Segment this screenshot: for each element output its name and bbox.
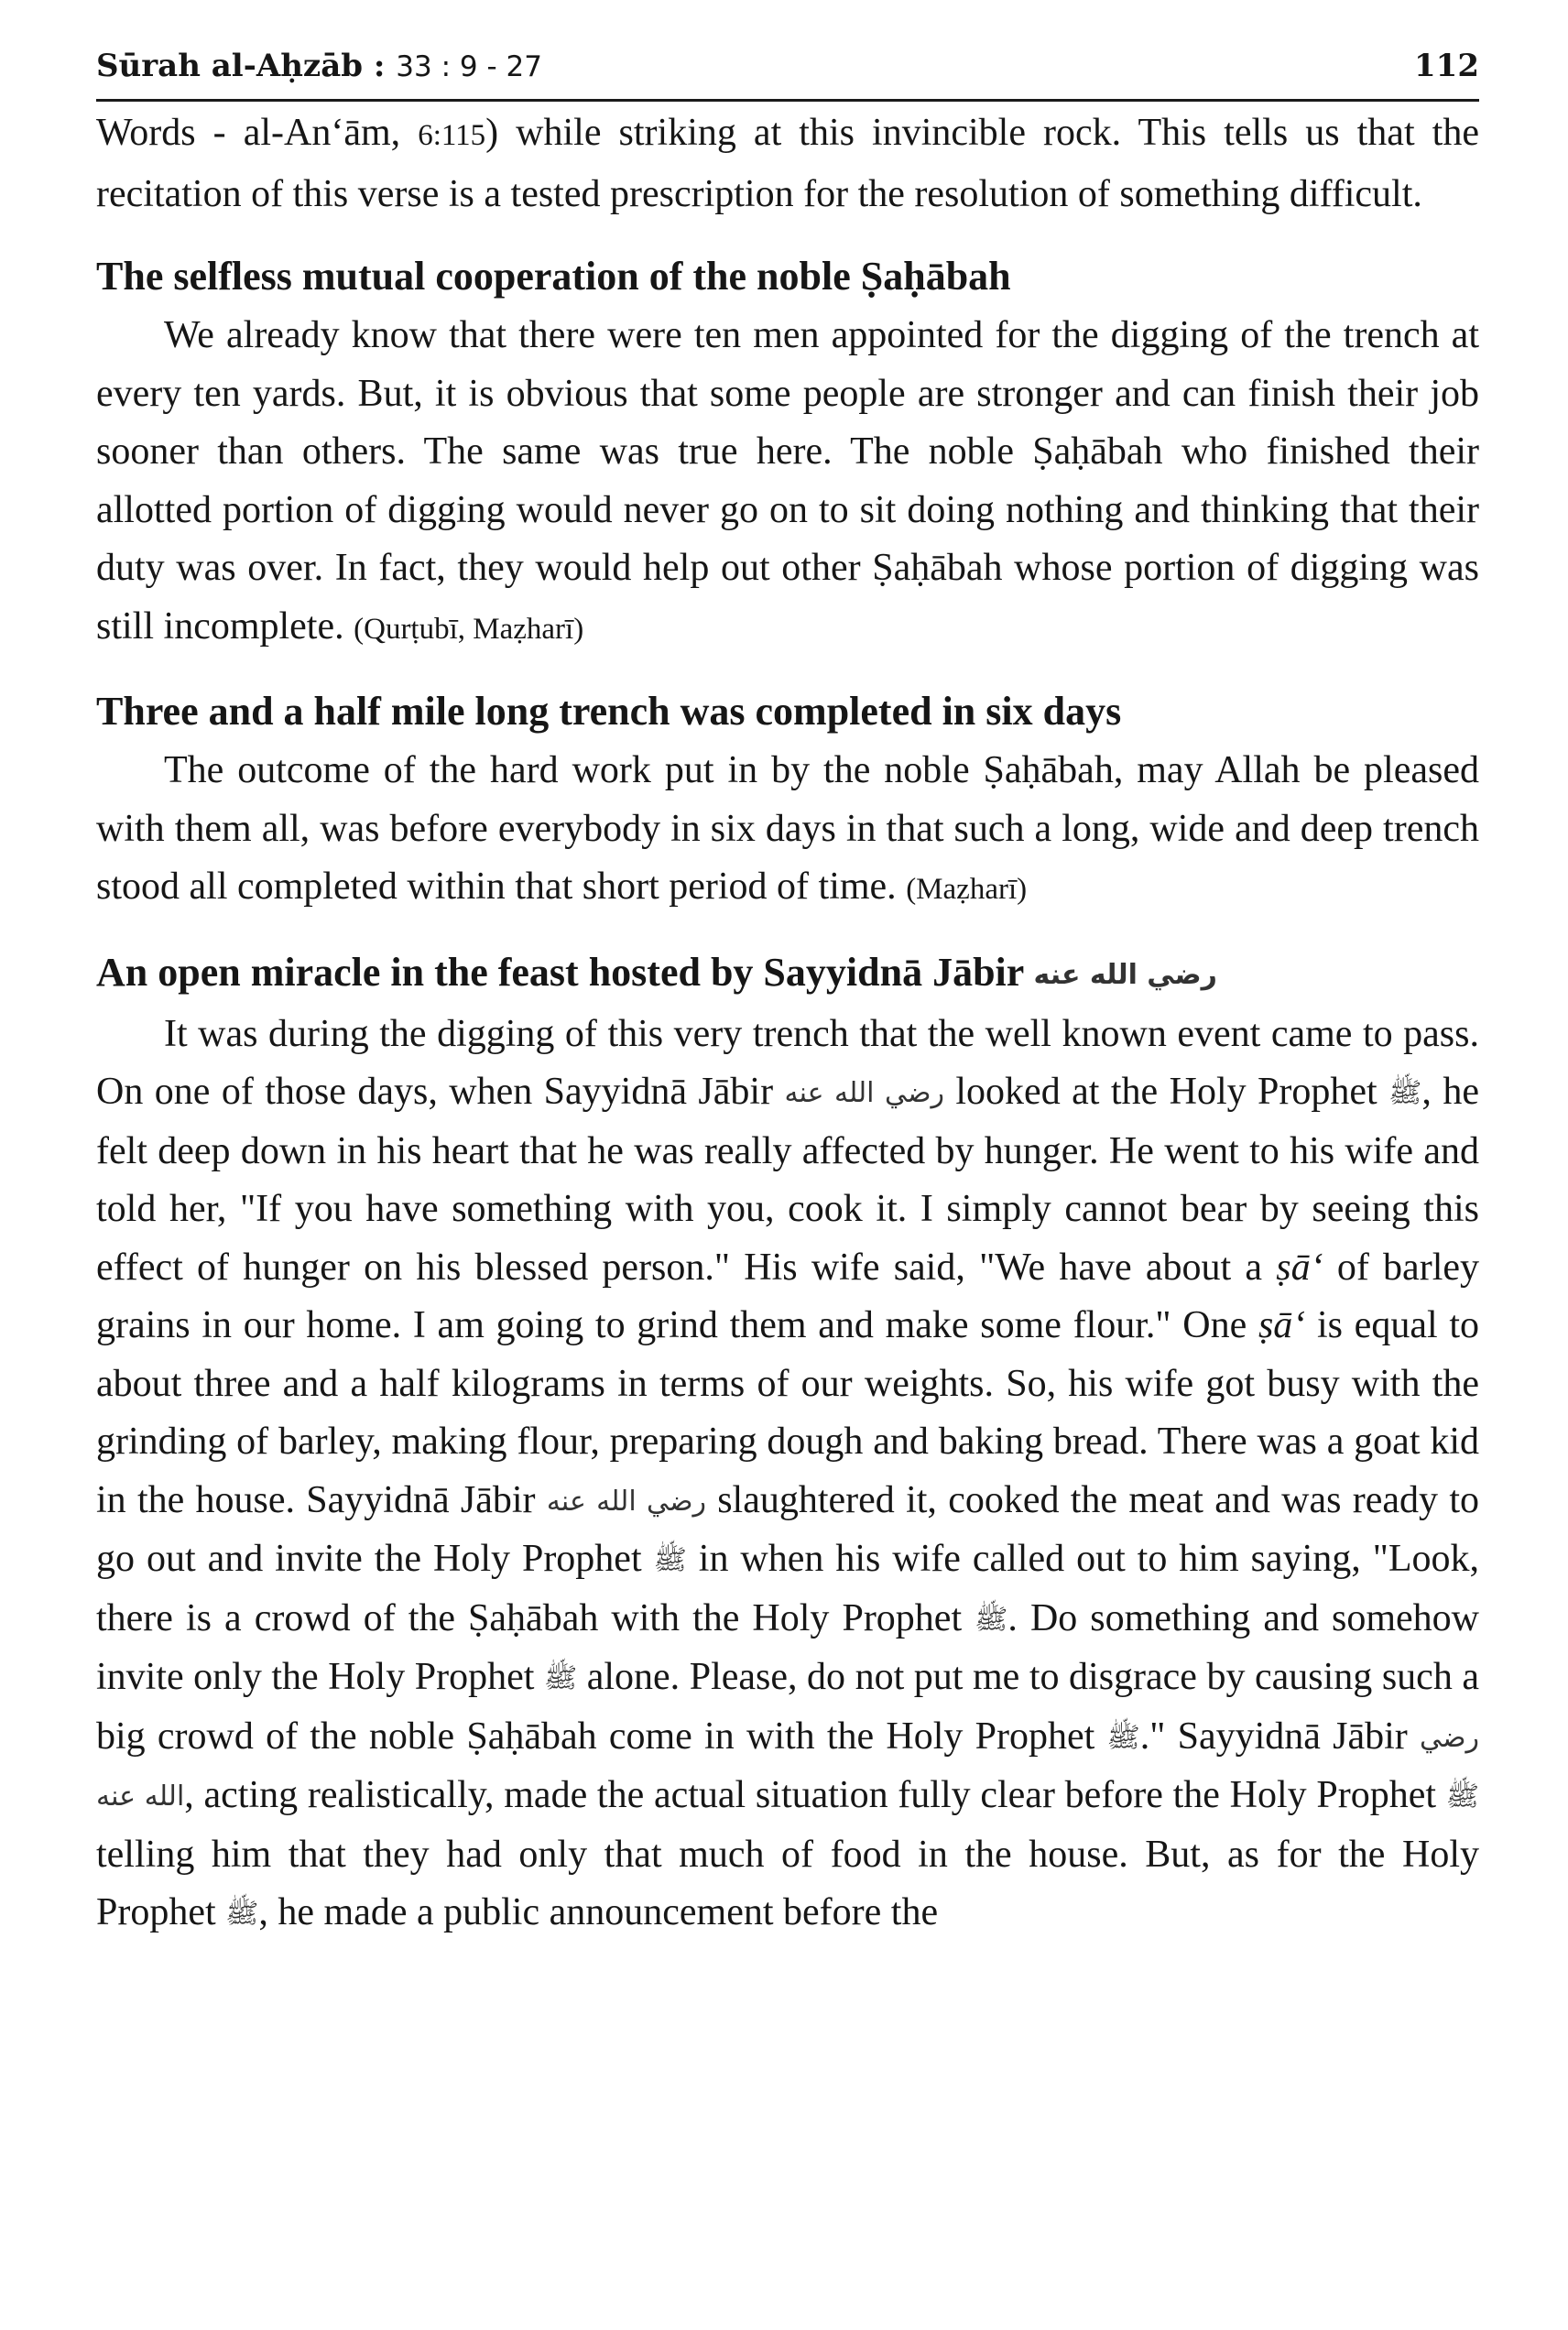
- paragraph-continued: Words - al-An‘ām, 6:115) while striking at this invincible rock. This tells us that the recitation of this verse is a tested prescription for the resolution of something difficult.: [96, 112, 1479, 215]
- page-number: 112: [1414, 48, 1479, 84]
- running-header: [96, 48, 1479, 101]
- paragraph-miracle: It was during the digging of this very trench that the well known event came to pass. On one of those days, when Sayyidnā Jābir رضي الله عنه looked at the Holy Prophet ﷺ, he felt deep down in his heart that he was really affected by hunger. He went to his wife and told her, "If you have something with you, cook it. I simply cannot bear by seeing this effect of hunger on his blessed person." His wife said, "We have about a ṣā‘ of barley grains in our home. I am going to grind them and make some flour." One ṣā‘ is equal to about three and a half kilograms in terms of our weights. So, his wife got busy with the grinding of barley, making flour, preparing dough and baking bread. There was a goat kid in the house. Sayyidnā Jābir رضي الله عنه slaughtered it, cooked the meat and was ready to go out and invite the Holy Prophet ﷺ in when his wife called out to him saying, "Look, there is a crowd of the Ṣaḥābah with the Holy Prophet ﷺ. Do something and somehow invite only the Holy Prophet ﷺ alone. Please, do not put me to disgrace by causing such a big crowd of the noble Ṣaḥābah come in with the Holy Prophet ﷺ." Sayyidnā Jābir رضي الله عنه, acting realistically, made the actual situation fully clear before the Holy Prophet ﷺ telling him that they had only that much of food in the house. But, as for the Holy Prophet ﷺ, he made a public announcement before the: [96, 1012, 1479, 1933]
- radiallahu-anhu-icon: رضي الله عنه: [96, 1721, 1479, 1813]
- sallallahu-icon: ﷺ: [225, 1898, 259, 1930]
- document-page: [96, 48, 1479, 1943]
- radiallahu-anhu-icon: رضي الله عنه: [546, 1485, 706, 1518]
- sallallahu-icon: ﷺ: [1445, 1780, 1479, 1813]
- paragraph-cooperation: We already know that there were ten men appointed for the digging of the trench at every ten yards. But, it is obvious that some people are stronger and can finish their job sooner than others. The same was true here. The noble Ṣaḥābah who finished their allotted portion of digging would never go on to sit doing nothing and thinking that their duty was over. In fact, they would help out other Ṣaḥābah whose portion of digging was still incomplete. (Qurṭubī, Maẓharī): [96, 314, 1479, 648]
- page-body: [96, 104, 1479, 1943]
- sallallahu-icon: ﷺ: [653, 1544, 687, 1576]
- sallallahu-icon: ﷺ: [1106, 1721, 1140, 1754]
- verse-reference: 33 : 9 - 27: [396, 50, 542, 83]
- sallallahu-icon: ﷺ: [543, 1662, 578, 1694]
- paragraph-trench: The outcome of the hard work put in by the noble Ṣaḥābah, may Allah be pleased with them all, was before everybody in six days in that such a long, wide and deep trench stood all completed within that short period of time. (Maẓharī): [96, 749, 1479, 908]
- radiallahu-anhu-icon: رضي الله عنه: [784, 1077, 944, 1109]
- citation: (Maẓharī): [906, 873, 1028, 906]
- radiallahu-anhu-icon: رضي الله عنه: [1033, 958, 1217, 991]
- sallallahu-icon: ﷺ: [975, 1603, 1008, 1636]
- citation: (Qurṭubī, Maẓharī): [354, 612, 584, 646]
- section-heading-trench: Three and a half mile long trench was completed in six days: [96, 689, 1122, 734]
- section-heading-miracle: An open miracle in the feast hosted by Sayyidnā Jābir رضي الله عنه: [96, 949, 1217, 995]
- section-heading-cooperation: The selfless mutual cooperation of the noble Ṣaḥābah: [96, 254, 1011, 299]
- running-title: Sūrah al-Aḥzāb : 33 : 9 - 27: [96, 48, 542, 84]
- header-rule: [96, 99, 1479, 102]
- sallallahu-icon: ﷺ: [1388, 1077, 1422, 1109]
